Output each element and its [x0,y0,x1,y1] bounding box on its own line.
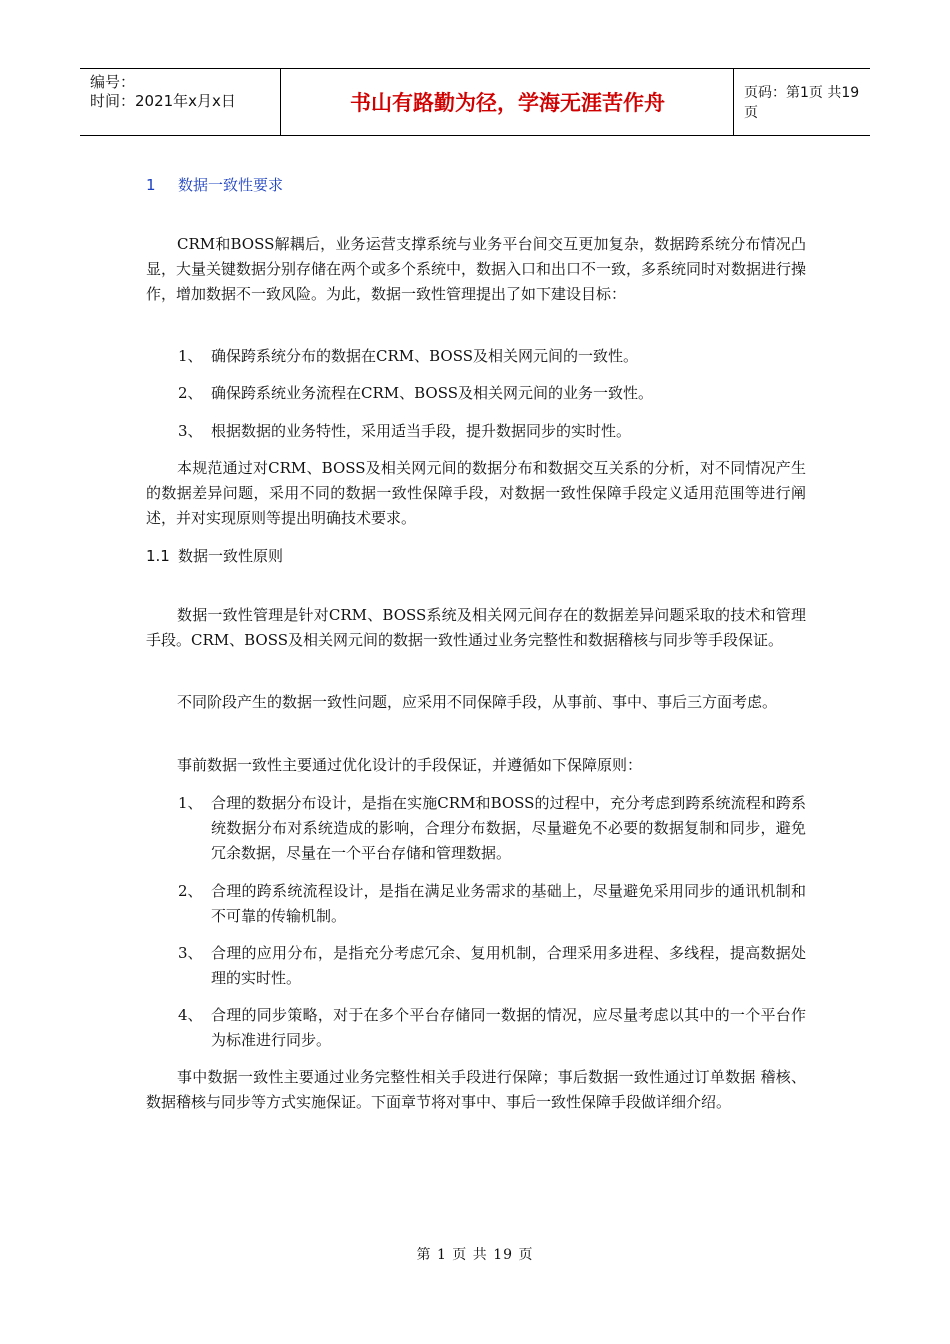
section-1-1-p3: 事前数据一致性主要通过优化设计的手段保证，并遵循如下保障原则： [177,756,643,774]
number-label: 编号： [90,73,136,91]
principle-item [178,941,806,991]
goal-number: 3、 [178,422,203,440]
principle-number: 4、 [178,1006,203,1024]
section-number: 1 [146,176,156,194]
page-footer: 第 1 页 共 19 页 [416,1247,534,1263]
section-1-1-p2: 不同阶段产生的数据一致性问题，应采用不同保障手段，从事前、事中、事后三方面考虑。 [177,693,778,711]
principle-text: 合理的应用分布，是指充分考虑冗余、复用机制，合理采用多进程、多线程，提高数据处理的实时性。 [211,944,806,987]
goal-text: 根据数据的业务特性，采用适当手段，提升数据同步的实时性。 [211,422,632,440]
section-title: 数据一致性原则 [178,547,284,565]
header-motto: 书山有路勤为径，学海无涯苦作舟 [282,69,734,135]
goal-number: 2、 [178,384,203,402]
principle-item [178,879,806,929]
principle-text: 合理的同步策略，对于在多个平台存储同一数据的情况，应尽量考虑以其中的一个平台作为标准进行同步。 [211,1006,806,1049]
goal-item [178,344,806,369]
header-meta [80,69,281,135]
principle-number: 2、 [178,882,203,900]
header-page-label: 页码：第1页 共19页 [744,85,860,121]
goal-text: 确保跨系统业务流程在CRM、BOSS及相关网元间的业务一致性。 [211,384,654,402]
section-1-1-p1: 数据一致性管理是针对CRM、BOSS系统及相关网元间存在的数据差异问题采取的技术和管理手段。CRM、BOSS及相关网元间的数据一致性通过业务完整性和数据稽核与同步等手段保证。 [146,606,806,649]
principle-number: 1、 [178,794,203,812]
section-title: 数据一致性要求 [178,176,284,194]
goal-item [178,419,806,444]
principle-item [178,791,806,866]
section-1-scope: 本规范通过对CRM、BOSS及相关网元间的数据分布和数据交互关系的分析，对不同情况产生的数据差异问题，采用不同的数据一致性保障手段，对数据一致性保障手段定义适用范围等进行阐述，并对实现原则等提出明确技术要求。 [146,459,806,527]
section-1-heading [146,174,283,195]
principle-text: 合理的跨系统流程设计，是指在满足业务需求的基础上，尽量避免采用同步的通讯机制和不可靠的传输机制。 [211,882,806,925]
principle-item [178,1003,806,1053]
goal-text: 确保跨系统分布的数据在CRM、BOSS及相关网元间的一致性。 [211,347,639,365]
section-1-1-heading [146,545,283,566]
document-header [80,68,870,136]
section-number: 1.1 [146,547,170,565]
time-label: 时间：2021年x月x日 [90,92,236,110]
goal-number: 1、 [178,347,203,365]
section-1-intro: CRM和BOSS解耦后，业务运营支撑系统与业务平台间交互更加复杂，数据跨系统分布情况凸显，大量关键数据分别存储在两个或多个系统中，数据入口和出口不一致，多系统同时对数据进行操作，增加数据不一致风险。为此，数据一致性管理提出了如下建设目标： [146,235,807,303]
section-1-1-p4: 事中数据一致性主要通过业务完整性相关手段进行保障；事后数据一致性通过订单数据 稽核、数据稽核与同步等方式实施保证。下面章节将对事中、事后一致性保障手段做详细介绍。 [146,1068,806,1111]
principle-number: 3、 [178,944,203,962]
goal-item [178,381,806,406]
principle-text: 合理的数据分布设计，是指在实施CRM和BOSS的过程中，充分考虑到跨系统流程和跨系统数据分布对系统造成的影响，合理分布数据，尽量避免不必要的数据复制和同步，避免冗余数据，尽量在一个平台存储和管理数据。 [211,794,806,862]
